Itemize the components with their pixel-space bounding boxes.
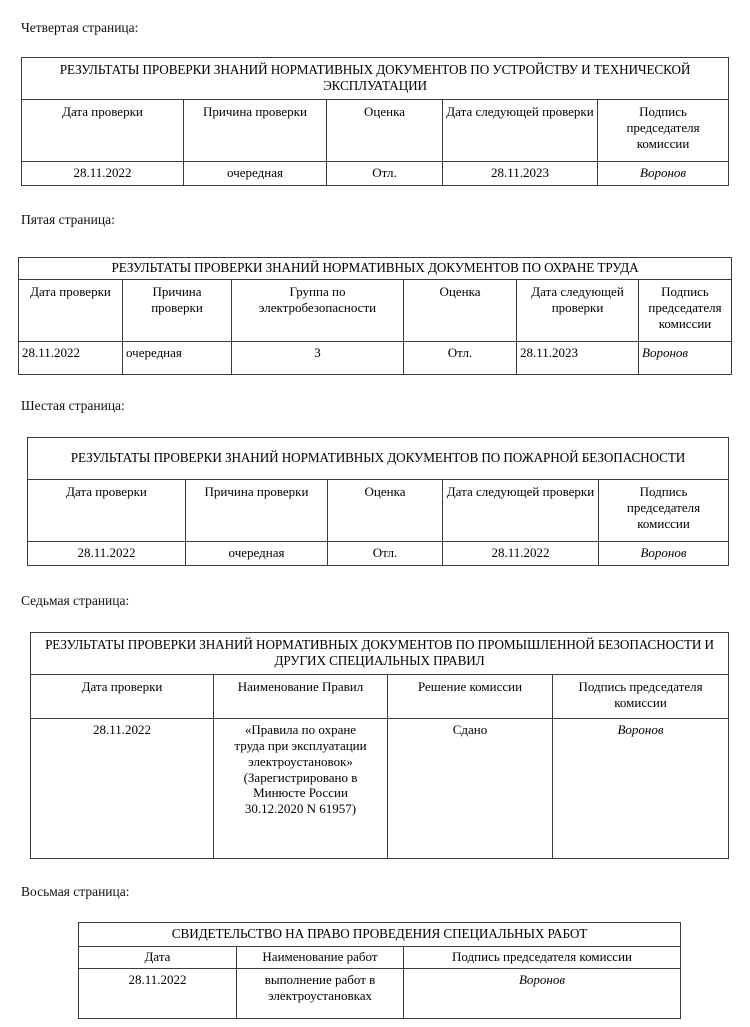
cell-date: 28.11.2022 bbox=[22, 162, 184, 186]
column-header-next-date: Дата следующей проверки bbox=[443, 480, 599, 542]
table-header-row bbox=[79, 947, 681, 969]
cell-signature bbox=[553, 719, 729, 859]
column-header-signature: Подпись председателя комиссии bbox=[404, 947, 681, 969]
column-header-grade: Оценка bbox=[328, 480, 443, 542]
cell-reason: очередная bbox=[184, 162, 327, 186]
section-label-six: Шестая страница: bbox=[21, 398, 125, 413]
column-header-date: Дата bbox=[79, 947, 237, 969]
column-header-date: Дата проверки bbox=[31, 675, 214, 719]
table-title-row bbox=[28, 438, 729, 480]
table-title: РЕЗУЛЬТАТЫ ПРОВЕРКИ ЗНАНИЙ НОРМАТИВНЫХ ДОКУМЕНТОВ ПО ПОЖАРНОЙ БЕЗОПАСНОСТИ bbox=[28, 438, 729, 480]
cell-decision: Сдано bbox=[388, 719, 553, 859]
section-label-five: Пятая страница: bbox=[21, 212, 115, 227]
column-header-decision: Решение комиссии bbox=[388, 675, 553, 719]
cell-safety-group: 3 bbox=[232, 342, 404, 375]
cell-work-name: выполнение работ в электроустановках bbox=[237, 969, 404, 1019]
column-header-grade: Оценка bbox=[327, 100, 443, 162]
column-header-next-date: Дата следующей проверки bbox=[443, 100, 598, 162]
cell-signature bbox=[404, 969, 681, 1019]
cell-signature bbox=[598, 162, 729, 186]
signature-text: Воронов bbox=[518, 972, 566, 987]
table-title: РЕЗУЛЬТАТЫ ПРОВЕРКИ ЗНАНИЙ НОРМАТИВНЫХ ДОКУМЕНТОВ ПО ОХРАНЕ ТРУДА bbox=[19, 258, 732, 280]
section-label-four: Четвертая страница: bbox=[21, 20, 139, 35]
table-title: РЕЗУЛЬТАТЫ ПРОВЕРКИ ЗНАНИЙ НОРМАТИВНЫХ ДОКУМЕНТОВ ПО УСТРОЙСТВУ И ТЕХНИЧЕСКОЙ ЭКСПЛУАТАЦИИ bbox=[22, 58, 729, 100]
column-header-date: Дата проверки bbox=[19, 280, 123, 342]
column-header-reason: Причина проверки bbox=[186, 480, 328, 542]
column-header-signature: Подпись председателя комиссии bbox=[599, 480, 729, 542]
cell-rule-name: «Правила по охране труда при эксплуатации электроустановок» (Зарегистрировано в Минюсте России 30.12.2020 N 61957) bbox=[214, 719, 388, 859]
table-page-four bbox=[21, 57, 729, 186]
table-page-seven bbox=[30, 632, 729, 859]
cell-date: 28.11.2022 bbox=[28, 542, 186, 566]
signature-text: Воронов bbox=[640, 545, 687, 560]
section-label-eight: Восьмая страница: bbox=[21, 884, 130, 899]
table-row bbox=[79, 969, 681, 1019]
cell-date: 28.11.2022 bbox=[79, 969, 237, 1019]
cell-next-date: 28.11.2023 bbox=[443, 162, 598, 186]
signature-text: Воронов bbox=[642, 345, 689, 361]
table-title-row bbox=[79, 923, 681, 947]
column-header-signature: Подпись председателя комиссии bbox=[553, 675, 729, 719]
cell-next-date: 28.11.2023 bbox=[517, 342, 639, 375]
table-header-row bbox=[19, 280, 732, 342]
cell-date: 28.11.2022 bbox=[31, 719, 214, 859]
column-header-next-date: Дата следующей проверки bbox=[517, 280, 639, 342]
table-title-row bbox=[31, 633, 729, 675]
column-header-date: Дата проверки bbox=[28, 480, 186, 542]
column-header-safety-group: Группа по электробезопасности bbox=[232, 280, 404, 342]
table-row bbox=[31, 719, 729, 859]
table-page-six bbox=[27, 437, 729, 566]
cell-grade: Отл. bbox=[328, 542, 443, 566]
cell-grade: Отл. bbox=[327, 162, 443, 186]
table-header-row bbox=[31, 675, 729, 719]
cell-signature bbox=[599, 542, 729, 566]
table-title-row bbox=[19, 258, 732, 280]
column-header-reason: Причина проверки bbox=[123, 280, 232, 342]
table-row bbox=[28, 542, 729, 566]
column-header-date: Дата проверки bbox=[22, 100, 184, 162]
table-header-row bbox=[28, 480, 729, 542]
column-header-rule-name: Наименование Правил bbox=[214, 675, 388, 719]
column-header-reason: Причина проверки bbox=[184, 100, 327, 162]
section-label-seven: Седьмая страница: bbox=[21, 593, 130, 608]
table-title-row bbox=[22, 58, 729, 100]
cell-signature bbox=[639, 342, 732, 375]
column-header-signature: Подпись председателя комиссии bbox=[598, 100, 729, 162]
table-row bbox=[19, 342, 732, 375]
table-page-eight bbox=[78, 922, 681, 1019]
cell-grade: Отл. bbox=[404, 342, 517, 375]
cell-reason: очередная bbox=[123, 342, 232, 375]
table-page-five bbox=[18, 257, 732, 375]
table-title: СВИДЕТЕЛЬСТВО НА ПРАВО ПРОВЕДЕНИЯ СПЕЦИАЛЬНЫХ РАБОТ bbox=[79, 923, 681, 947]
table-title: РЕЗУЛЬТАТЫ ПРОВЕРКИ ЗНАНИЙ НОРМАТИВНЫХ ДОКУМЕНТОВ ПО ПРОМЫШЛЕННОЙ БЕЗОПАСНОСТИ И ДРУГИХ СПЕЦИАЛЬНЫХ ПРАВИЛ bbox=[31, 633, 729, 675]
cell-date: 28.11.2022 bbox=[19, 342, 123, 375]
column-header-grade: Оценка bbox=[404, 280, 517, 342]
column-header-work-name: Наименование работ bbox=[237, 947, 404, 969]
column-header-signature: Подпись председателя комиссии bbox=[639, 280, 732, 342]
signature-text: Воронов bbox=[617, 722, 664, 737]
cell-reason: очередная bbox=[186, 542, 328, 566]
cell-next-date: 28.11.2022 bbox=[443, 542, 599, 566]
table-header-row bbox=[22, 100, 729, 162]
signature-text: Воронов bbox=[640, 165, 687, 180]
table-row bbox=[22, 162, 729, 186]
